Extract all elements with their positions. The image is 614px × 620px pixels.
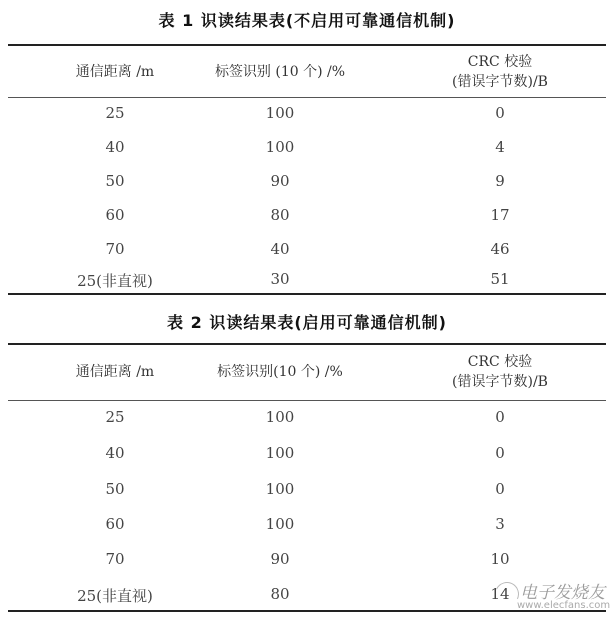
table2-cell-distance: 60 xyxy=(105,515,125,533)
table2-cell-recognition: 90 xyxy=(270,550,290,568)
table1-cell-distance: 40 xyxy=(105,138,125,156)
table2-header-crc xyxy=(420,352,580,392)
table2-cell-recognition: 100 xyxy=(265,515,295,533)
table2-cell-distance: 70 xyxy=(105,550,125,568)
table2-cell-recognition: 80 xyxy=(270,585,290,603)
table2-cell-distance: 25(非直视) xyxy=(77,587,153,605)
table1-cell-crc: 9 xyxy=(495,172,505,190)
table1-cell-recognition: 90 xyxy=(270,172,290,190)
table2-cell-crc: 0 xyxy=(495,480,505,498)
watermark xyxy=(495,578,610,616)
table1-cell-crc: 46 xyxy=(490,240,510,258)
table1-cell-distance: 60 xyxy=(105,206,125,224)
table1-cell-recognition: 40 xyxy=(270,240,290,258)
table1-header-distance: 通信距离 /m xyxy=(75,64,155,80)
table2-cell-distance: 25 xyxy=(105,408,125,426)
table2-cell-recognition: 100 xyxy=(265,444,295,462)
table2-cell-recognition: 100 xyxy=(265,408,295,426)
table2-header-crc-line1: CRC 校验 xyxy=(467,354,533,370)
watermark-brand: 电子发烧友 xyxy=(520,583,605,603)
table2-top-rule xyxy=(8,343,606,345)
table1-cell-distance: 25 xyxy=(105,104,125,122)
table2-cell-crc: 0 xyxy=(495,444,505,462)
table1-caption: 表 1 识读结果表(不启用可靠通信机制) xyxy=(158,11,456,30)
table2-cell-crc: 3 xyxy=(495,515,505,533)
table2-cell-distance: 40 xyxy=(105,444,125,462)
table1-cell-distance: 25(非直视) xyxy=(77,272,153,290)
table1-header-crc-line1: CRC 校验 xyxy=(467,54,533,70)
table1-cell-crc: 17 xyxy=(490,206,510,224)
table1-cell-distance: 50 xyxy=(105,172,125,190)
table1-header-recognition: 标签识别 (10 个) /% xyxy=(214,64,346,80)
table2-header-rule xyxy=(8,400,606,401)
table1-cell-crc: 4 xyxy=(495,138,505,156)
table1-cell-recognition: 100 xyxy=(265,104,295,122)
table1-cell-recognition: 80 xyxy=(270,206,290,224)
table2-header-recognition: 标签识别(10 个) /% xyxy=(217,364,343,380)
table1-header-crc xyxy=(420,52,580,92)
table2-caption: 表 2 识读结果表(启用可靠通信机制) xyxy=(167,313,447,332)
table1-cell-distance: 70 xyxy=(105,240,125,258)
table1-cell-crc: 0 xyxy=(495,104,505,122)
table1-cell-crc: 51 xyxy=(490,270,510,288)
watermark-url: www.elecfans.com xyxy=(517,600,611,611)
table2-header-crc-line2: (错误字节数)/B xyxy=(452,374,548,390)
table2-cell-recognition: 100 xyxy=(265,480,295,498)
table1-top-rule xyxy=(8,44,606,46)
table2-header-distance: 通信距离 /m xyxy=(75,364,155,380)
table2-cell-distance: 50 xyxy=(105,480,125,498)
table2-cell-crc: 10 xyxy=(490,550,510,568)
table1-cell-recognition: 30 xyxy=(270,270,290,288)
table2-cell-crc: 14 xyxy=(490,585,510,603)
table1-cell-recognition: 100 xyxy=(265,138,295,156)
table1-header-rule xyxy=(8,97,606,98)
table1-header-crc-line2: (错误字节数)/B xyxy=(452,74,548,90)
table2-cell-crc: 0 xyxy=(495,408,505,426)
table1-bottom-rule xyxy=(8,293,606,295)
